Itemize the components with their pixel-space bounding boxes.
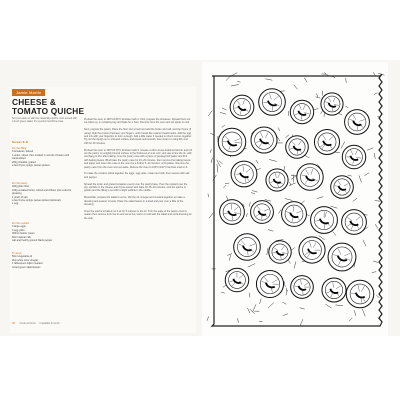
ink-hatch-stroke bbox=[269, 160, 276, 162]
ingredient-item: 3 egg yolks bbox=[12, 228, 25, 232]
ink-hatch-stroke bbox=[321, 111, 323, 114]
ink-hatch-stroke bbox=[268, 303, 273, 308]
ink-hatch-stroke bbox=[341, 142, 345, 149]
ink-hatch-stroke bbox=[294, 85, 297, 89]
ink-hatch-stroke bbox=[278, 128, 279, 131]
ink-hatch-stroke bbox=[363, 240, 366, 246]
ink-hatch-stroke bbox=[222, 125, 225, 127]
ink-hatch-stroke bbox=[362, 309, 365, 316]
ink-hatch-stroke bbox=[238, 318, 239, 322]
ingredient-item: 1 egg bbox=[12, 202, 19, 206]
method-step: Spread the onion and grated tomatoes evenly over the pastry base. Pour the custard over the top, sprinkle in the cheese and thyme leaves and bake for 35–40 minutes, until the quiche is golden and the filling is set with a slight wobble in the middle. bbox=[84, 182, 188, 193]
ink-hatch-stroke bbox=[286, 288, 287, 291]
ink-hatch-stroke bbox=[285, 199, 292, 201]
method-step: Once the quiche is baked, let it sit for 5 minutes in the tin. Trim the edge of the pastry crust to neaten then remove from the tin and serve hot, warm or cold with the salad and extra dressing on the side. bbox=[84, 209, 192, 220]
ink-hatch-stroke bbox=[231, 85, 239, 86]
ingredient-item: 1 tablespoon Dijon mustard bbox=[12, 262, 43, 266]
ingredient-item: 300ml double cream bbox=[12, 232, 35, 236]
ink-hatch-stroke bbox=[221, 292, 224, 293]
ink-hatch-stroke bbox=[252, 191, 257, 193]
ink-hatch-stroke bbox=[365, 173, 369, 176]
recipe-title bbox=[12, 98, 84, 116]
ink-hatch-stroke bbox=[283, 314, 288, 316]
ink-hatch-stroke bbox=[237, 81, 240, 82]
ink-hatch-stroke bbox=[227, 254, 230, 255]
quiche-illustration bbox=[202, 62, 388, 336]
ink-hatch-stroke bbox=[266, 79, 273, 80]
ingredient-item: 200g plain flour bbox=[12, 185, 30, 189]
ink-hatch-stroke bbox=[367, 148, 373, 150]
ink-hatch-stroke bbox=[336, 305, 343, 306]
ingredients-pastry bbox=[12, 182, 78, 206]
ink-hatch-stroke bbox=[222, 108, 226, 110]
section-name: breakfast & lunch bbox=[39, 322, 60, 325]
ink-hatch-stroke bbox=[348, 175, 352, 176]
ingredient-heading: For the custard bbox=[12, 222, 29, 225]
ink-hatch-stroke bbox=[211, 158, 212, 163]
ingredient-heading: For the pastry bbox=[12, 182, 28, 185]
ink-hatch-stroke bbox=[317, 197, 323, 199]
page-number: 40 bbox=[12, 322, 15, 325]
ink-hatch-stroke bbox=[300, 308, 305, 309]
ingredient-heading: For the filling bbox=[12, 147, 27, 150]
method-step: To make the custard, whisk together the eggs, egg yolks, cream and milk, then season with salt and pepper. bbox=[84, 172, 190, 179]
ink-hatch-stroke bbox=[304, 78, 307, 82]
ink-hatch-stroke bbox=[353, 198, 357, 201]
ingredient-item: a few thyme sprigs, leaves picked (optional) bbox=[12, 199, 61, 203]
ingredient-item: 60ml natural milk bbox=[12, 235, 31, 239]
ink-hatch-stroke bbox=[256, 160, 258, 163]
ink-hatch-stroke bbox=[316, 97, 320, 98]
ingredient-heading: To serve bbox=[12, 252, 22, 255]
ink-hatch-stroke bbox=[225, 183, 229, 184]
ink-hatch-stroke bbox=[227, 196, 228, 200]
method-step: Preheat the oven to 190°C/170°C fan/Gas mark 5. Grease a 23cm loose-bottomed tart tin and roll out the pastry on a lightly floured surface to the thickness of a £1 coin, and use to line the tin, with overhang to trim after baking. Line the pastry case with a piece of greaseproof paper and fill it with baking beans. Blind bake the pastry case for 15–20 minutes, then remove the baking beans and paper and return the case to the oven for a further 5–10 minutes, until golden. Remove the pastry case from the oven and set aside. Reduce the oven to 160°C/140°C fan/Gas mark 2–3. bbox=[84, 148, 192, 169]
ink-hatch-stroke bbox=[372, 272, 376, 273]
serves-label: Serves 6–8 bbox=[12, 140, 28, 144]
ink-hatch-stroke bbox=[349, 318, 352, 321]
ink-hatch-stroke bbox=[294, 262, 296, 269]
ink-hatch-stroke bbox=[283, 302, 286, 304]
recipe-intro: Set your taste on with the classically-quiche, then served with a fresh green salad. It's a perfect lunchtime treat. bbox=[12, 117, 77, 124]
book-title: Cook at home bbox=[19, 322, 36, 325]
ink-hatch-stroke bbox=[268, 230, 273, 231]
recipe-title-line-2: TOMATO QUICHE bbox=[12, 106, 85, 116]
page-footer bbox=[12, 322, 60, 325]
ingredient-item: 2tsp white wine vinegar bbox=[12, 258, 38, 262]
ink-hatch-stroke bbox=[326, 304, 332, 308]
ingredients-serve bbox=[12, 252, 78, 269]
ink-hatch-stroke bbox=[224, 185, 226, 187]
ink-hatch-stroke bbox=[220, 112, 226, 114]
ink-hatch-stroke bbox=[279, 210, 281, 214]
method-step: Meanwhile, prepare the salad to serve. Mix the oil, vinegar and mustard together to make a dressing and season to taste. Place the salad leaves in a bowl and pour over a little of the dressing. bbox=[84, 196, 185, 206]
ink-hatch-stroke bbox=[373, 261, 377, 262]
ingredient-item: a few thyme sprigs, leaves picked bbox=[12, 164, 50, 168]
ink-hatch-stroke bbox=[375, 201, 380, 202]
ink-hatch-stroke bbox=[251, 193, 255, 194]
method-step: Preheat the oven to 180°C/160°C fan/Gas mark 4. First, prepare the tomatoes. Spread them out, cut sides up, on a baking tray and bake for 1 hour. Remove from the oven and set aside to cool. bbox=[84, 118, 191, 125]
ink-hatch-stroke bbox=[331, 206, 338, 208]
ink-hatch-stroke bbox=[253, 305, 256, 312]
ink-hatch-stroke bbox=[374, 153, 375, 158]
ink-hatch-stroke bbox=[354, 310, 356, 315]
method-step: Next, prepare the pastry. Place the flour into a bowl and add the butter and salt, and the thyme (if using). Rub the mixture between your fingers, until it looks like coarse breadcrumbs. Add the egg and mix with your fingertips to form a dough. Add a little water if needed so that it comes together. Tip out the dough on to a floured surface and knead until smooth, then wrap it in cling film and chill for 30 minutes. bbox=[84, 128, 192, 145]
ink-hatch-stroke bbox=[248, 308, 250, 313]
ingredients-custard bbox=[12, 222, 78, 242]
ingredient-item: 50ml vegetable oil bbox=[12, 255, 33, 259]
ink-hatch-stroke bbox=[300, 319, 303, 326]
ink-hatch-stroke bbox=[210, 149, 211, 152]
ink-hatch-stroke bbox=[374, 93, 377, 95]
ink-hatch-stroke bbox=[375, 224, 377, 228]
ink-hatch-stroke bbox=[209, 213, 213, 218]
ingredient-item: 6 tomatoes, halved bbox=[12, 150, 34, 154]
ink-hatch-stroke bbox=[260, 299, 262, 304]
ink-hatch-stroke bbox=[267, 248, 268, 255]
ink-hatch-stroke bbox=[317, 94, 318, 97]
ink-hatch-stroke bbox=[333, 232, 336, 236]
ingredient-item: salt and freshly ground black pepper bbox=[12, 239, 53, 243]
ink-hatch-stroke bbox=[284, 282, 285, 287]
ingredient-item: 200g cheddar, grated bbox=[12, 160, 36, 164]
ink-hatch-stroke bbox=[250, 309, 255, 314]
ingredient-item: 1 onion, sliced, then cooked in a knob of butter until caramelised bbox=[12, 153, 69, 161]
ingredient-item: 3 large eggs bbox=[12, 225, 26, 229]
ink-hatch-stroke bbox=[346, 106, 349, 107]
ingredient-item: 1 pinch of salt bbox=[12, 195, 28, 199]
method-text bbox=[84, 118, 192, 223]
right-page-illustration bbox=[202, 62, 388, 336]
ink-hatch-stroke bbox=[219, 161, 222, 164]
ink-hatch-stroke bbox=[286, 135, 289, 138]
ink-hatch-stroke bbox=[248, 264, 255, 267]
ingredient-item: 100g unsalted butter, cubed and chilled, plus extra for greasing bbox=[12, 188, 72, 196]
ingredients-filling bbox=[12, 147, 78, 167]
ink-hatch-stroke bbox=[207, 317, 209, 321]
ink-hatch-stroke bbox=[246, 213, 247, 216]
ingredient-item: mixed green salad leaves bbox=[12, 265, 41, 269]
ink-hatch-stroke bbox=[249, 202, 250, 206]
ink-hatch-stroke bbox=[217, 164, 218, 172]
recipe-title-line-1: CHEESE & bbox=[12, 97, 57, 107]
ink-hatch-stroke bbox=[208, 111, 212, 116]
ink-hatch-stroke bbox=[376, 295, 379, 298]
ink-hatch-stroke bbox=[359, 176, 361, 182]
author-tag: Jamie Martin bbox=[12, 89, 45, 96]
